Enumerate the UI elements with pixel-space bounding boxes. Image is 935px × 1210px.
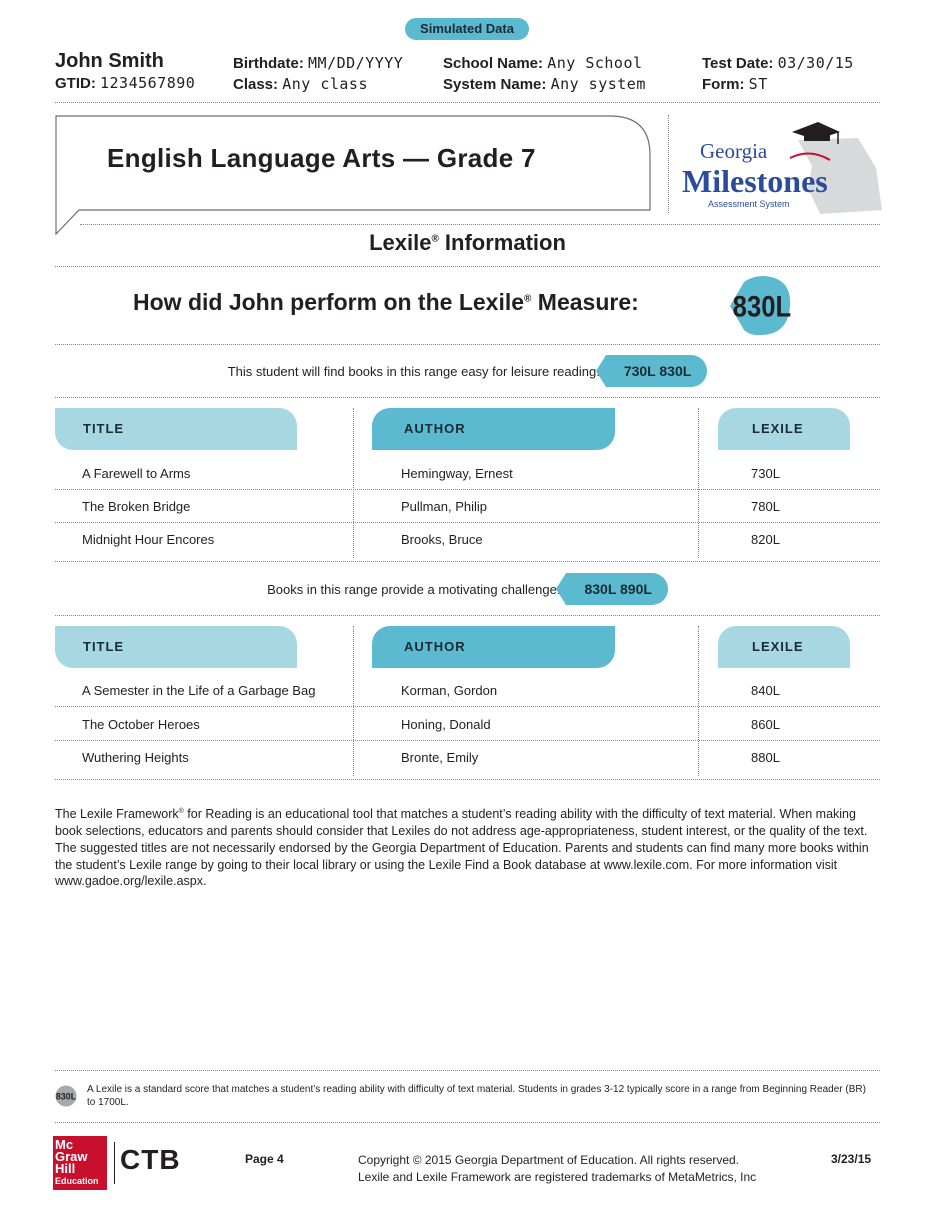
leisure-range-label: This student will find books in this range easy for leisure reading: <box>227 363 600 379</box>
leisure-range-pill: 730L 830L <box>606 355 707 387</box>
book-author: Hemingway, Ernest <box>401 466 513 481</box>
performance-question <box>133 289 639 316</box>
book-author: Korman, Gordon <box>401 683 498 698</box>
performance-text-suffix: Measure: <box>531 289 639 315</box>
challenge-range-pill: 830L 890L <box>566 573 667 605</box>
class-value: Any class <box>282 75 368 93</box>
logo-line2: Milestones <box>682 163 828 199</box>
lexile-explanation-start: The Lexile Framework <box>55 807 179 822</box>
logo-line1: Georgia <box>700 139 768 163</box>
row-divider <box>55 522 880 523</box>
book-lexile: 860L <box>751 717 780 732</box>
print-date: 3/23/15 <box>831 1152 872 1166</box>
test-date-field <box>702 54 854 72</box>
logo-separator <box>114 1142 115 1184</box>
book-title: A Semester in the Life of a Garbage Bag <box>82 683 316 698</box>
divider <box>55 1070 880 1071</box>
challenge-range-label: Books in this range provide a motivating challenge: <box>267 581 561 597</box>
divider <box>80 224 880 225</box>
divider <box>55 344 880 345</box>
lexile-badge-icon <box>55 1085 77 1107</box>
divider <box>55 266 880 267</box>
book-lexile: 730L <box>751 466 780 481</box>
class-field <box>233 75 368 93</box>
book-title: Midnight Hour Encores <box>82 532 215 547</box>
mcgraw-hill-logo <box>53 1136 107 1190</box>
performance-text: How did John perform on the Lexile <box>133 289 525 315</box>
divider <box>55 1122 880 1123</box>
book-lexile: 820L <box>751 532 780 547</box>
book-title: The October Heroes <box>82 717 200 732</box>
row-divider <box>55 706 880 707</box>
column-header-lexile: LEXILE <box>718 626 850 668</box>
trademark-notice: Lexile and Lexile Framework are registered trademarks of MetaMetrics, Inc <box>358 1170 757 1184</box>
lexile-explanation-body: for Reading is an educational tool that matches a student’s reading ability with the difficulty of text material. When making book selections, educators and parents should consider that Lexiles do not address age-appropriateness, student interest, or the quality of the text. The suggested titles are not necessarily endorsed by the Georgia Department of Education. Parents and students can find many more books within the student’s Lexile range by going to their local library or using the Lexile Find a Book database at www.lexile.com. For more information visit www.gadoe.org/lexile.aspx. <box>55 807 869 889</box>
test-date-label: Test Date: <box>702 55 774 72</box>
divider <box>55 561 880 562</box>
form-value: ST <box>748 75 768 93</box>
georgia-milestones-logo <box>680 118 885 218</box>
gtid-label: GTID: <box>55 75 96 92</box>
report-title: English Language Arts — Grade 7 <box>107 143 536 173</box>
title-speech-box <box>55 115 651 235</box>
school-label: School Name: <box>443 55 544 72</box>
column-header-author: AUTHOR <box>372 626 615 668</box>
divider <box>55 615 880 616</box>
lexile-note: A Lexile is a standard score that matches a student’s reading ability with difficulty of text material. Students in grades 3-12 typically score in a range from Beginning Reader (BR) to 1700L. <box>87 1084 866 1108</box>
mh-line1: Mc <box>55 1137 74 1152</box>
column-divider <box>698 408 699 558</box>
row-divider <box>55 740 880 741</box>
form-field <box>702 75 768 93</box>
column-divider <box>353 408 354 558</box>
book-author: Honing, Donald <box>401 717 491 732</box>
book-title: The Broken Bridge <box>82 499 191 514</box>
divider <box>668 115 669 213</box>
class-label: Class: <box>233 76 279 93</box>
row-divider <box>55 489 880 490</box>
system-label: System Name: <box>443 76 547 93</box>
ctb-logo: CTB <box>120 1144 181 1175</box>
divider <box>55 779 880 780</box>
mh-line2: Graw <box>55 1149 88 1164</box>
column-divider <box>353 626 354 776</box>
lexile-score: 830L <box>732 289 792 324</box>
form-label: Form: <box>702 76 745 93</box>
copyright: Copyright © 2015 Georgia Department of Education. All rights reserved. <box>358 1153 740 1167</box>
school-field <box>443 54 643 72</box>
column-header-title: TITLE <box>55 626 297 668</box>
section-title-suffix: Information <box>438 230 566 255</box>
book-lexile: 840L <box>751 683 780 698</box>
registered-mark: ® <box>524 293 532 305</box>
book-title: A Farewell to Arms <box>82 466 191 481</box>
divider <box>55 397 880 398</box>
book-author: Brooks, Bruce <box>401 532 483 547</box>
section-title-main: Lexile <box>369 230 432 255</box>
lexile-badge-icon-text: 830L <box>55 1091 77 1102</box>
lexile-score-badge <box>722 276 792 336</box>
book-author: Bronte, Emily <box>401 750 479 765</box>
simulated-data-badge: Simulated Data <box>405 18 529 40</box>
logo-line3: Assessment System <box>708 199 790 209</box>
column-divider <box>698 626 699 776</box>
column-header-lexile: LEXILE <box>718 408 850 450</box>
system-field <box>443 75 646 93</box>
section-title <box>0 230 935 256</box>
book-title: Wuthering Heights <box>82 750 189 765</box>
column-header-title: TITLE <box>55 408 297 450</box>
student-name: John Smith <box>55 50 164 72</box>
book-author: Pullman, Philip <box>401 499 487 514</box>
birthdate-label: Birthdate: <box>233 55 304 72</box>
gtid-value: 1234567890 <box>100 74 196 92</box>
test-date-value: 03/30/15 <box>777 54 854 72</box>
mh-line4: Education <box>55 1176 99 1186</box>
birthdate-value: MM/DD/YYYY <box>308 54 404 72</box>
registered-mark: ® <box>431 233 439 245</box>
leisure-range-row <box>0 355 935 387</box>
column-header-author: AUTHOR <box>372 408 615 450</box>
school-value: Any School <box>547 54 643 72</box>
lexile-explanation <box>55 804 881 890</box>
registered-mark: ® <box>178 808 184 815</box>
birthdate-field <box>233 54 403 72</box>
challenge-range-row <box>0 573 935 605</box>
divider <box>55 102 880 103</box>
mh-line3: Hill <box>55 1161 76 1176</box>
system-value: Any system <box>550 75 646 93</box>
book-lexile: 780L <box>751 499 780 514</box>
gtid-field <box>55 74 195 92</box>
page-number: Page 4 <box>245 1152 284 1166</box>
book-lexile: 880L <box>751 750 780 765</box>
